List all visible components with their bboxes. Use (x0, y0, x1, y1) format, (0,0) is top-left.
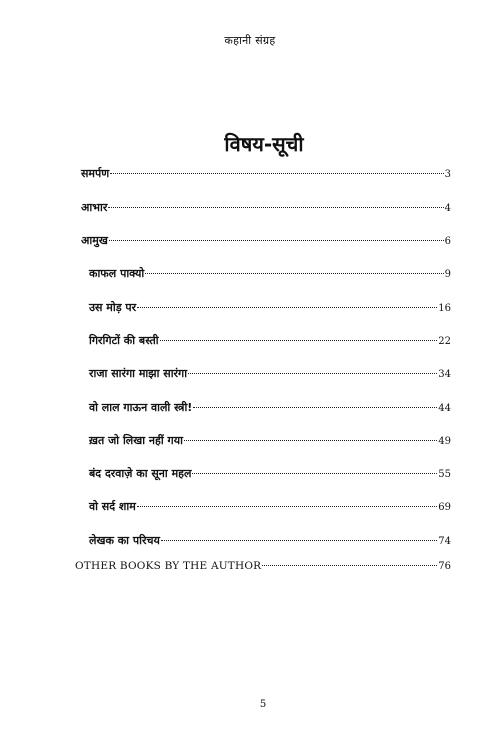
toc-entry-label: वो सर्द शाम (89, 500, 136, 513)
running-header: कहानी संग्रह (224, 34, 276, 47)
toc-entry-page: 3 (444, 169, 451, 180)
toc-entry-label: ख़त जो लिखा नहीं गया (89, 434, 183, 447)
toc-entry-other-books[interactable] (75, 560, 451, 580)
toc-entry-sard-sham[interactable] (89, 499, 451, 519)
toc-entry-page: 44 (438, 403, 451, 414)
dot-leader (109, 240, 444, 241)
dot-leader (262, 565, 437, 566)
toc-entry-label: बंद दरवाज़े का सूना महल (89, 467, 192, 480)
dot-leader (193, 407, 437, 408)
toc-entry-label: काफल पाक्यो (89, 267, 145, 280)
toc-entry-aamukh[interactable] (81, 233, 451, 253)
toc-entry-label: राजा सारंगा माझा सारंगा (89, 367, 188, 380)
toc-entry-label: वो लाल गाऊन वाली स्त्री! (89, 401, 193, 414)
dot-leader (192, 473, 437, 474)
dot-leader (137, 506, 437, 507)
toc-entry-kafal-pakyo[interactable] (89, 266, 451, 286)
toc-entry-label: लेखक का परिचय (89, 534, 160, 547)
toc-entry-page: 34 (438, 369, 451, 380)
toc-entry-aabhar[interactable] (81, 200, 451, 220)
toc-entry-label: गिरगिटों की बस्ती (89, 334, 159, 347)
dot-leader (188, 373, 437, 374)
toc-entry-lal-gaun[interactable] (89, 400, 451, 420)
toc-entry-khat[interactable] (89, 433, 451, 453)
dot-leader (145, 273, 443, 274)
dot-leader (161, 540, 437, 541)
toc-entry-raja-saranga[interactable] (89, 366, 451, 386)
toc-entry-label: आभार (81, 201, 108, 214)
dot-leader (108, 207, 443, 208)
toc-entry-label: OTHER BOOKS BY THE AUTHOR (75, 560, 262, 572)
dot-leader (184, 440, 437, 441)
dot-leader (110, 173, 443, 174)
dot-leader (137, 307, 437, 308)
toc-entry-band-darwaze[interactable] (89, 466, 451, 486)
toc-entry-page: 4 (444, 203, 451, 214)
toc-entry-us-mod-par[interactable] (89, 300, 451, 320)
toc-entry-page: 22 (438, 336, 451, 347)
toc-entry-page: 16 (438, 303, 451, 314)
page-number: 5 (259, 699, 267, 710)
toc-entry-samarpan[interactable] (81, 166, 451, 186)
toc-entry-page: 9 (444, 269, 451, 280)
dot-leader (160, 340, 438, 341)
toc-entry-page: 49 (438, 436, 451, 447)
toc-entry-label: उस मोड़ पर (89, 301, 137, 314)
toc-entry-lekhak-parichay[interactable] (89, 533, 451, 553)
toc-entry-girgiton-ki-basti[interactable] (89, 333, 451, 353)
toc-entry-page: 74 (438, 536, 451, 547)
toc-entry-page: 55 (438, 469, 451, 480)
toc-entry-label: आमुख (81, 234, 108, 247)
toc-entry-page: 69 (438, 502, 451, 513)
page-title: विषय-सूची (224, 132, 304, 156)
toc-entry-label: समर्पण (81, 167, 110, 180)
toc-entry-page: 76 (438, 561, 451, 572)
toc-entry-page: 6 (444, 236, 451, 247)
